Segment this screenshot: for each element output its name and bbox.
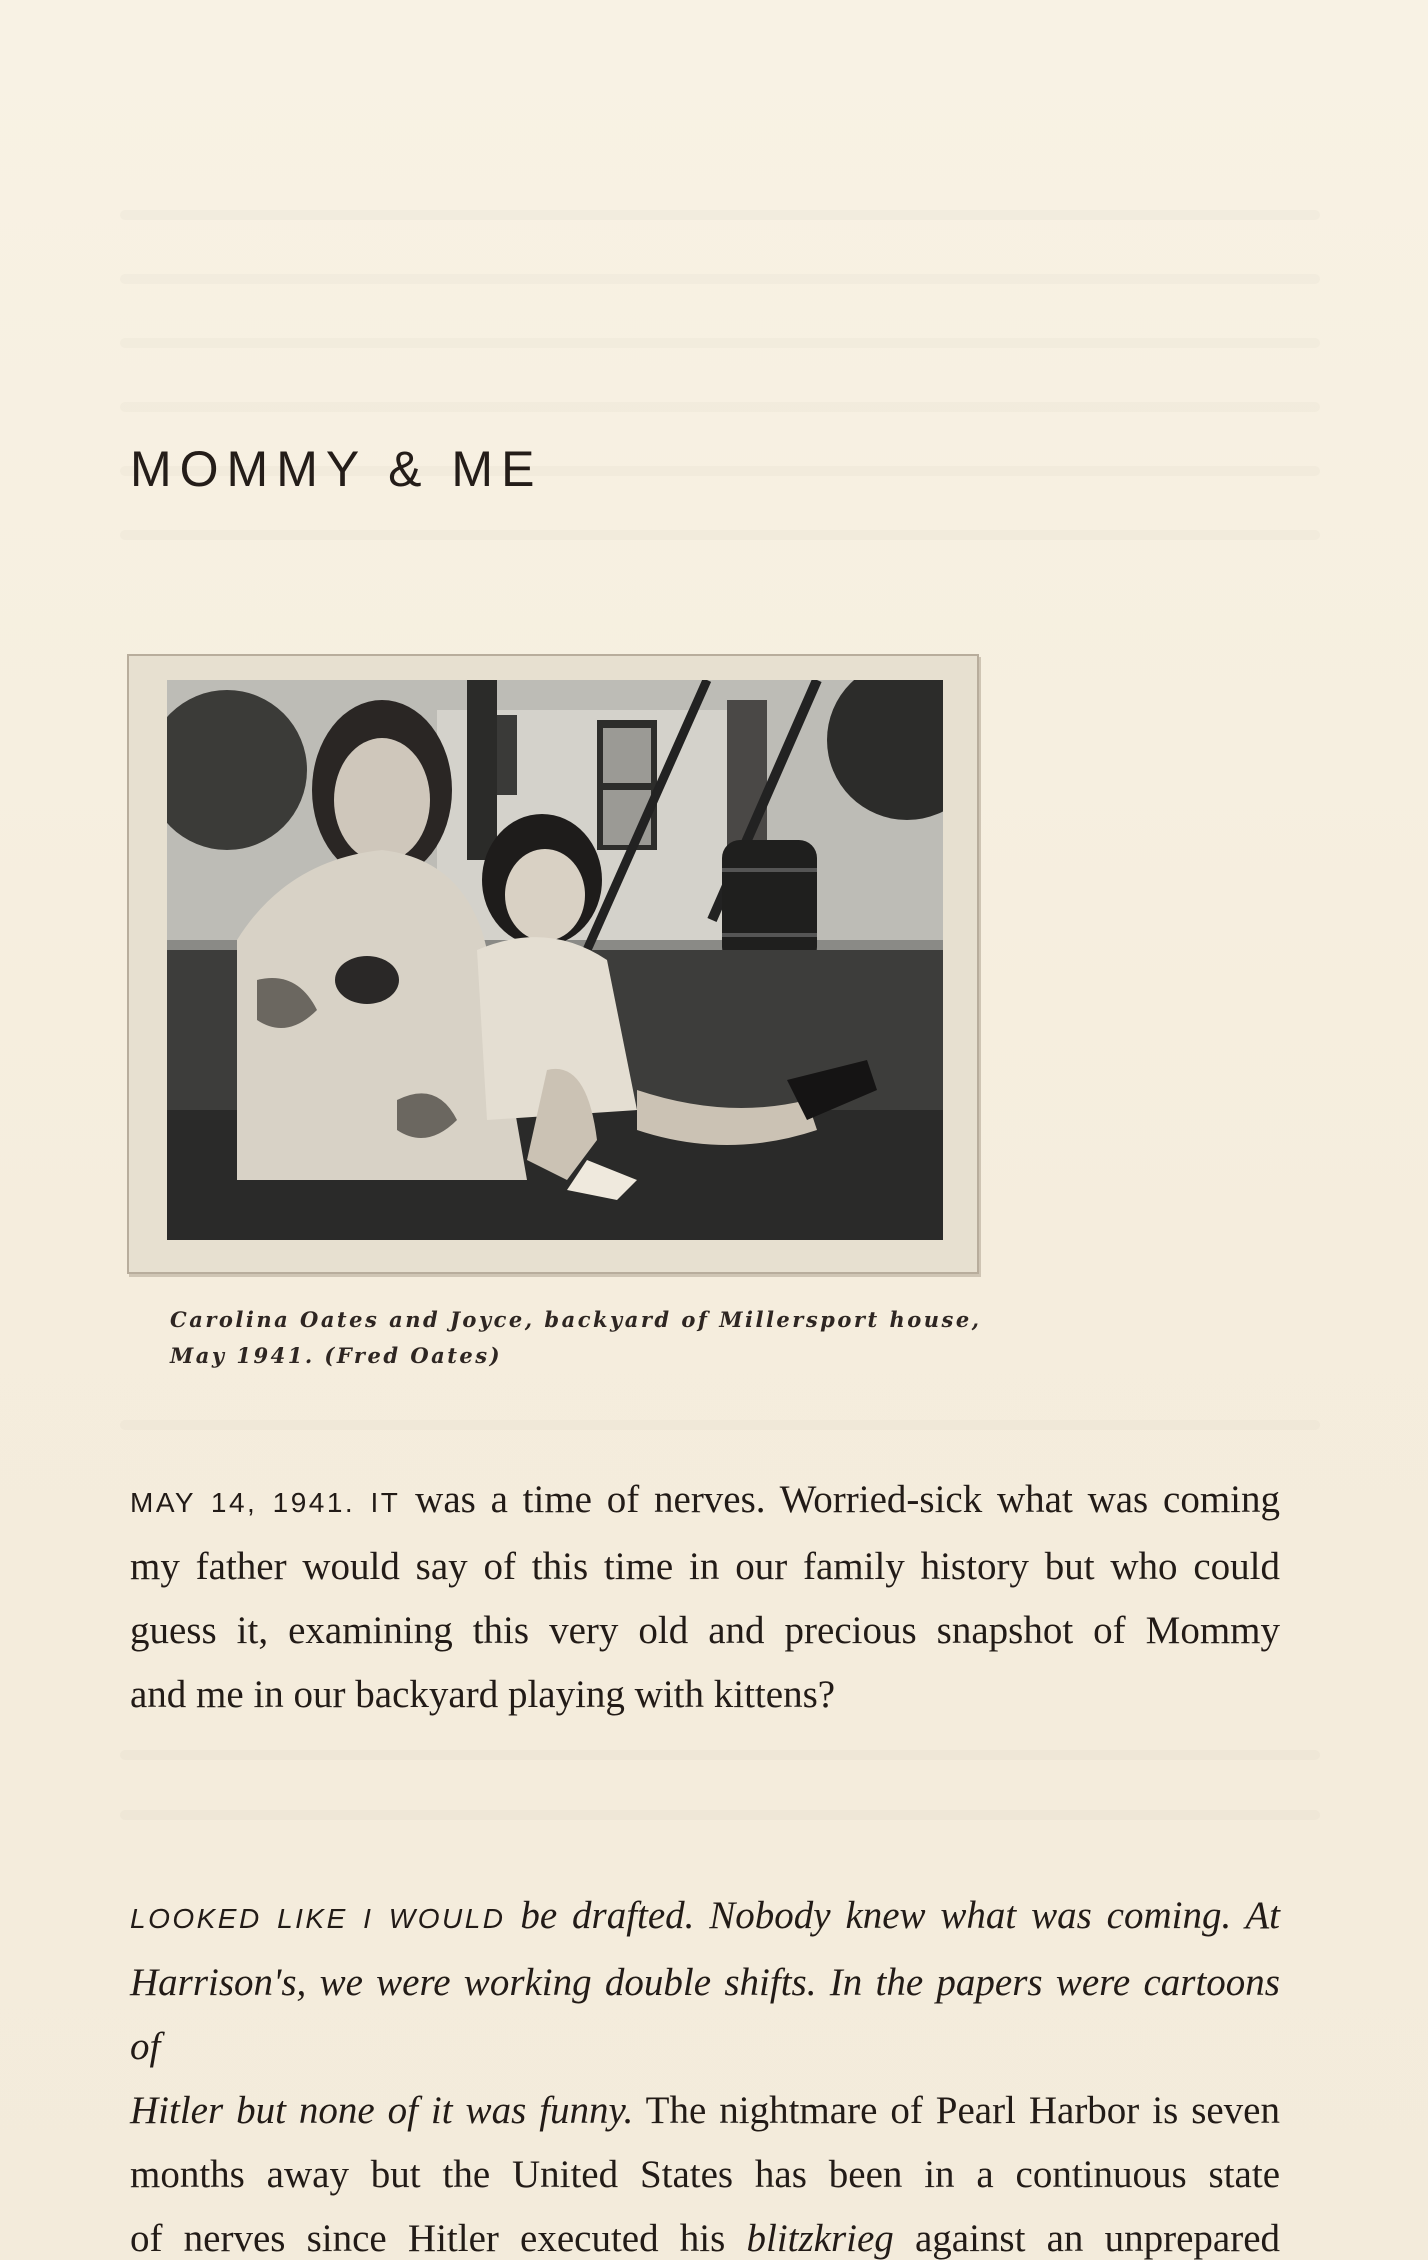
paragraph-text: The nightmare of Pearl Harbor is seven (633, 2089, 1280, 2132)
snapshot-photo-frame (127, 654, 979, 1274)
photo-caption-line: Carolina Oates and Joyce, backyard of Millersport house, (170, 1307, 982, 1332)
bleed-through-line (120, 1420, 1320, 1430)
photo-caption (170, 1302, 982, 1374)
paragraph-line: months away but the United States has been in a continuous state (130, 2153, 1280, 2196)
paragraph-line: and me in our backyard playing with kittens? (130, 1673, 836, 1716)
bleed-through-line (120, 530, 1320, 540)
paragraph-text: of nerves since Hitler executed his (130, 2217, 747, 2260)
paragraph-line: Harrison's, we were working double shifts. In the papers were cartoons of (130, 1961, 1280, 2068)
quoted-italic-text: be drafted. Nobody knew what was coming. At (505, 1894, 1280, 1937)
paragraph-text: against an unprepared (893, 2217, 1281, 2260)
paragraph-line (130, 2079, 1280, 2143)
paragraph-line (130, 1468, 1280, 1535)
paragraph-line: my father would say of this time in our family history but who could (130, 1545, 1280, 1588)
bleed-through-line (120, 338, 1320, 348)
bleed-through-line (120, 274, 1320, 284)
paragraph-text: was a time of nerves. Worried-sick what was coming (400, 1478, 1280, 1521)
bleed-through-line (120, 402, 1320, 412)
paragraph-line (130, 1884, 1280, 1951)
bleed-through-line (120, 210, 1320, 220)
paragraph-lead-smallcaps: MAY 14, 1941. IT (130, 1487, 401, 1518)
paragraph-line: guess it, examining this very old and precious snapshot of Mommy (130, 1609, 1280, 1652)
paragraph-looked-like-drafted (130, 1884, 1280, 2260)
blitzkrieg-italic: blitzkrieg (746, 2217, 894, 2260)
bleed-through-line (120, 1750, 1320, 1760)
snapshot-photo (167, 680, 943, 1240)
backyard-photo-illustration (167, 680, 943, 1240)
paragraph-may-14-1941 (130, 1468, 1280, 1727)
paragraph-line (130, 2207, 1280, 2260)
chapter-title: MOMMY & ME (130, 441, 543, 497)
quoted-italic-text: Hitler but none of it was funny. (130, 2089, 634, 2132)
bleed-through-line (120, 1810, 1320, 1820)
paragraph-lead-smallcaps: LOOKED LIKE I WOULD (130, 1903, 506, 1934)
photo-caption-line: May 1941. (Fred Oates) (170, 1343, 503, 1368)
